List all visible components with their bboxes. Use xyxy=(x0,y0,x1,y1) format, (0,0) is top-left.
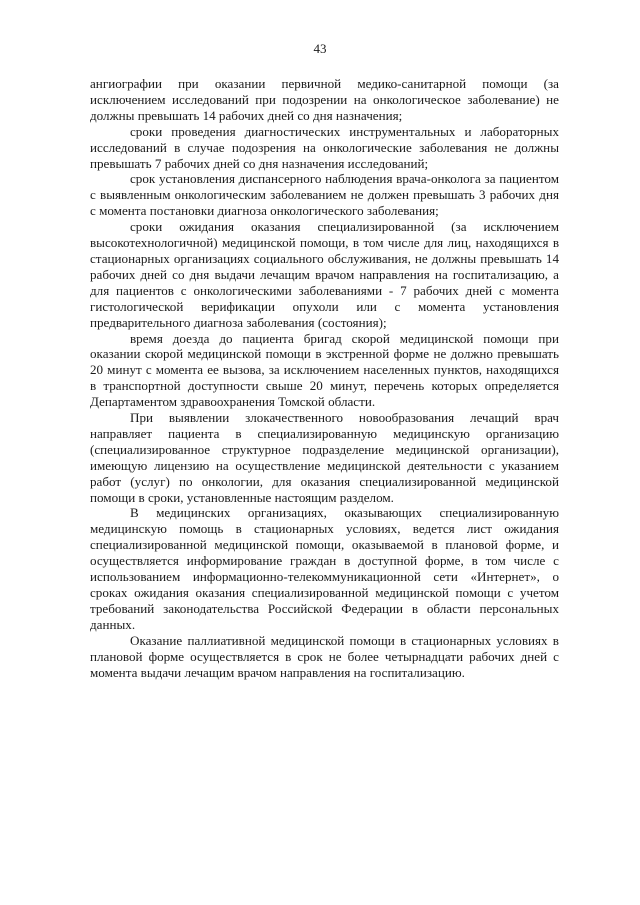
paragraph-waiting-list: В медицинских организациях, оказывающих специализированную медицинскую помощь в стационарных условиях, ведется лист ожидания специализированной медицинской помощи, оказываемой в плановой форме, и осуществляется информирование граждан в доступной форме, в том числе с использованием информационно-телекоммуникационной сети «Интернет», о сроках ожидания оказания специализированной медицинской помощи с учетом требований законодательства Российской Федерации в области персональных данных. xyxy=(90,505,559,632)
document-body xyxy=(90,76,559,680)
paragraph-dispensary-observation-deadline: срок установления диспансерного наблюдения врача-онколога за пациентом с выявленным онкологическим заболеванием не должен превышать 3 рабочих дня с момента постановки диагноза онкологического заболевания; xyxy=(90,171,559,219)
paragraph-specialized-care-waiting: сроки ожидания оказания специализированной (за исключением высокотехнологичной) медицинской помощи, в том числе для лиц, находящихся в стационарных организациях социального обслуживания, не должны превышать 14 рабочих дней со дня выдачи лечащим врачом направления на госпитализацию, а для пациентов с онкологическими заболеваниями - 7 рабочих дней с момента гистологической верификации опухоли или с момента установления предварительного диагноза заболевания (состояния); xyxy=(90,219,559,330)
paragraph-angiography-deadline: ангиографии при оказании первичной медико-санитарной помощи (за исключением исследований при подозрении на онкологическое заболевание) не должны превышать 14 рабочих дней со дня назначения; xyxy=(90,76,559,123)
paragraph-ambulance-arrival-time: время доезда до пациента бригад скорой медицинской помощи при оказании скорой медицинской помощи в экстренной форме не должно превышать 20 минут с момента ее вызова, за исключением населенных пунктов, находящихся в транспортной доступности свыше 20 минут, перечень которых определяется Департаментом здравоохранения Томской области. xyxy=(90,330,559,410)
paragraph-diagnostic-tests-deadline: сроки проведения диагностических инструментальных и лабораторных исследований в случае подозрения на онкологические заболевания не должны превышать 7 рабочих дней со дня назначения исследований; xyxy=(90,123,559,171)
paragraph-oncology-referral: При выявлении злокачественного новообразования лечащий врач направляет пациента в специализированную медицинскую организацию (специализированное структурное подразделение медицинской организации), имеющую лицензию на осуществление медицинской деятельности с указанием работ (услуг) по онкологии, для оказания специализированной медицинской помощи в сроки, установленные настоящим разделом. xyxy=(90,410,559,505)
paragraph-palliative-care: Оказание паллиативной медицинской помощи в стационарных условиях в плановой форме осуществляется в срок не более четырнадцати рабочих дней с момента выдачи лечащим врачом направления на госпитализацию. xyxy=(90,632,559,680)
page-number: 43 xyxy=(313,41,327,56)
